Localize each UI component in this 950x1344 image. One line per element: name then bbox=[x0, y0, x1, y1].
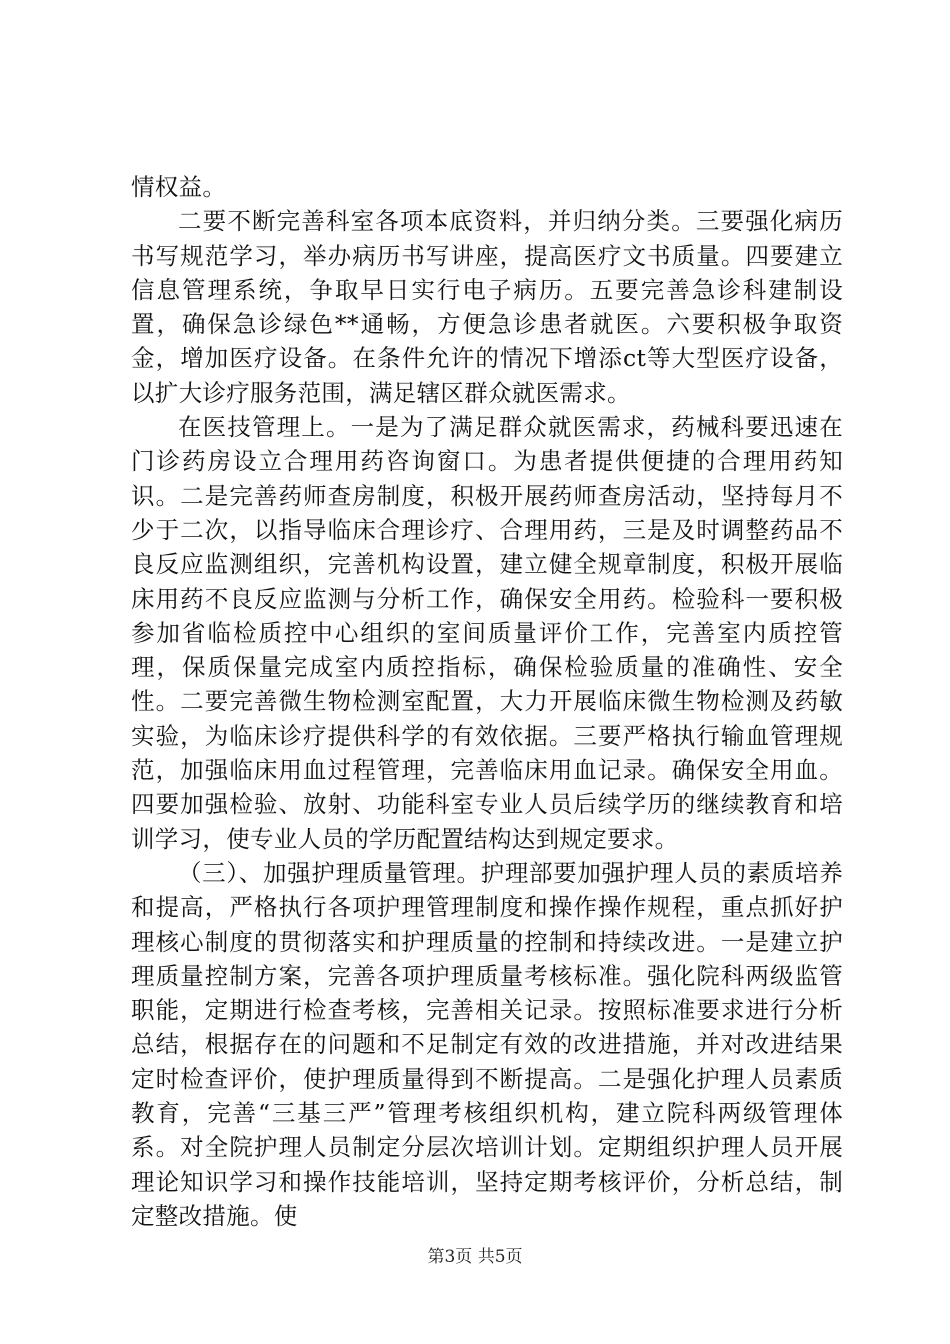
document-body bbox=[131, 170, 843, 1233]
paragraph-1: 情权益。 bbox=[131, 173, 227, 201]
paragraph-4: （三）、加强护理质量管理。护理部要加强护理人员的素质培养和提高，严格执行各项护理管理制度和操作操作规程，重点抓好护理核心制度的贯彻落实和护理质量的控制和持续改进。一是建立护理质量控制方案，完善各项护理质量考核标准。强化院科两级监管职能，定期进行检查考核，完善相关记录。按照标准要求进行分析总结，根据存在的问题和不足制定有效的改进措施，并对改进结果定时检查评价，使护理质量得到不断提高。二是强化护理人员素质教育，完善“三基三严”管理考核组织机构，建立院科两级管理体系。对全院护理人员制定分层次培训计划。定期组织护理人员开展理论知识学习和操作技能培训，坚持定期考核评价，分析总结，制定整改措施。使 bbox=[131, 858, 843, 1230]
paragraph-3: 在医技管理上。一是为了满足群众就医需求，药械科要迅速在门诊药房设立合理用药咨询窗口。为患者提供便捷的合理用药知识。二是完善药师查房制度，积极开展药师查房活动，坚持每月不少于二次，以指导临床合理诊疗、合理用药，三是及时调整药品不良反应监测组织，完善机构设置，建立健全规章制度，积极开展临床用药不良反应监测与分析工作，确保安全用药。检验科一要积极参加省临检质控中心组织的室间质量评价工作，完善室内质控管理，保质保量完成室内质控指标，确保检验质量的准确性、安全性。二要完善微生物检测室配置，大力开展临床微生物检测及药敏实验，为临床诊疗提供科学的有效依据。三要严格执行输血管理规范，加强临床用血过程管理，完善临床用血记录。确保安全用血。四要加强检验、放射、功能科室专业人员后续学历的继续教育和培训学习，使专业人员的学历配置结构达到规定要求。 bbox=[131, 413, 843, 853]
page-footer: 第3页 共5页 bbox=[427, 1247, 523, 1267]
paragraph-2: 二要不断完善科室各项本底资料，并归纳分类。三要强化病历书写规范学习，举办病历书写讲座，提高医疗文书质量。四要建立信息管理系统，争取早日实行电子病历。五要完善急诊科建制设置，确保急诊绿色**通畅，方便急诊患者就医。六要积极争取资金，增加医疗设备。在条件允许的情况下增添ct等大型医疗设备，以扩大诊疗服务范围，满足辖区群众就医需求。 bbox=[131, 207, 843, 407]
